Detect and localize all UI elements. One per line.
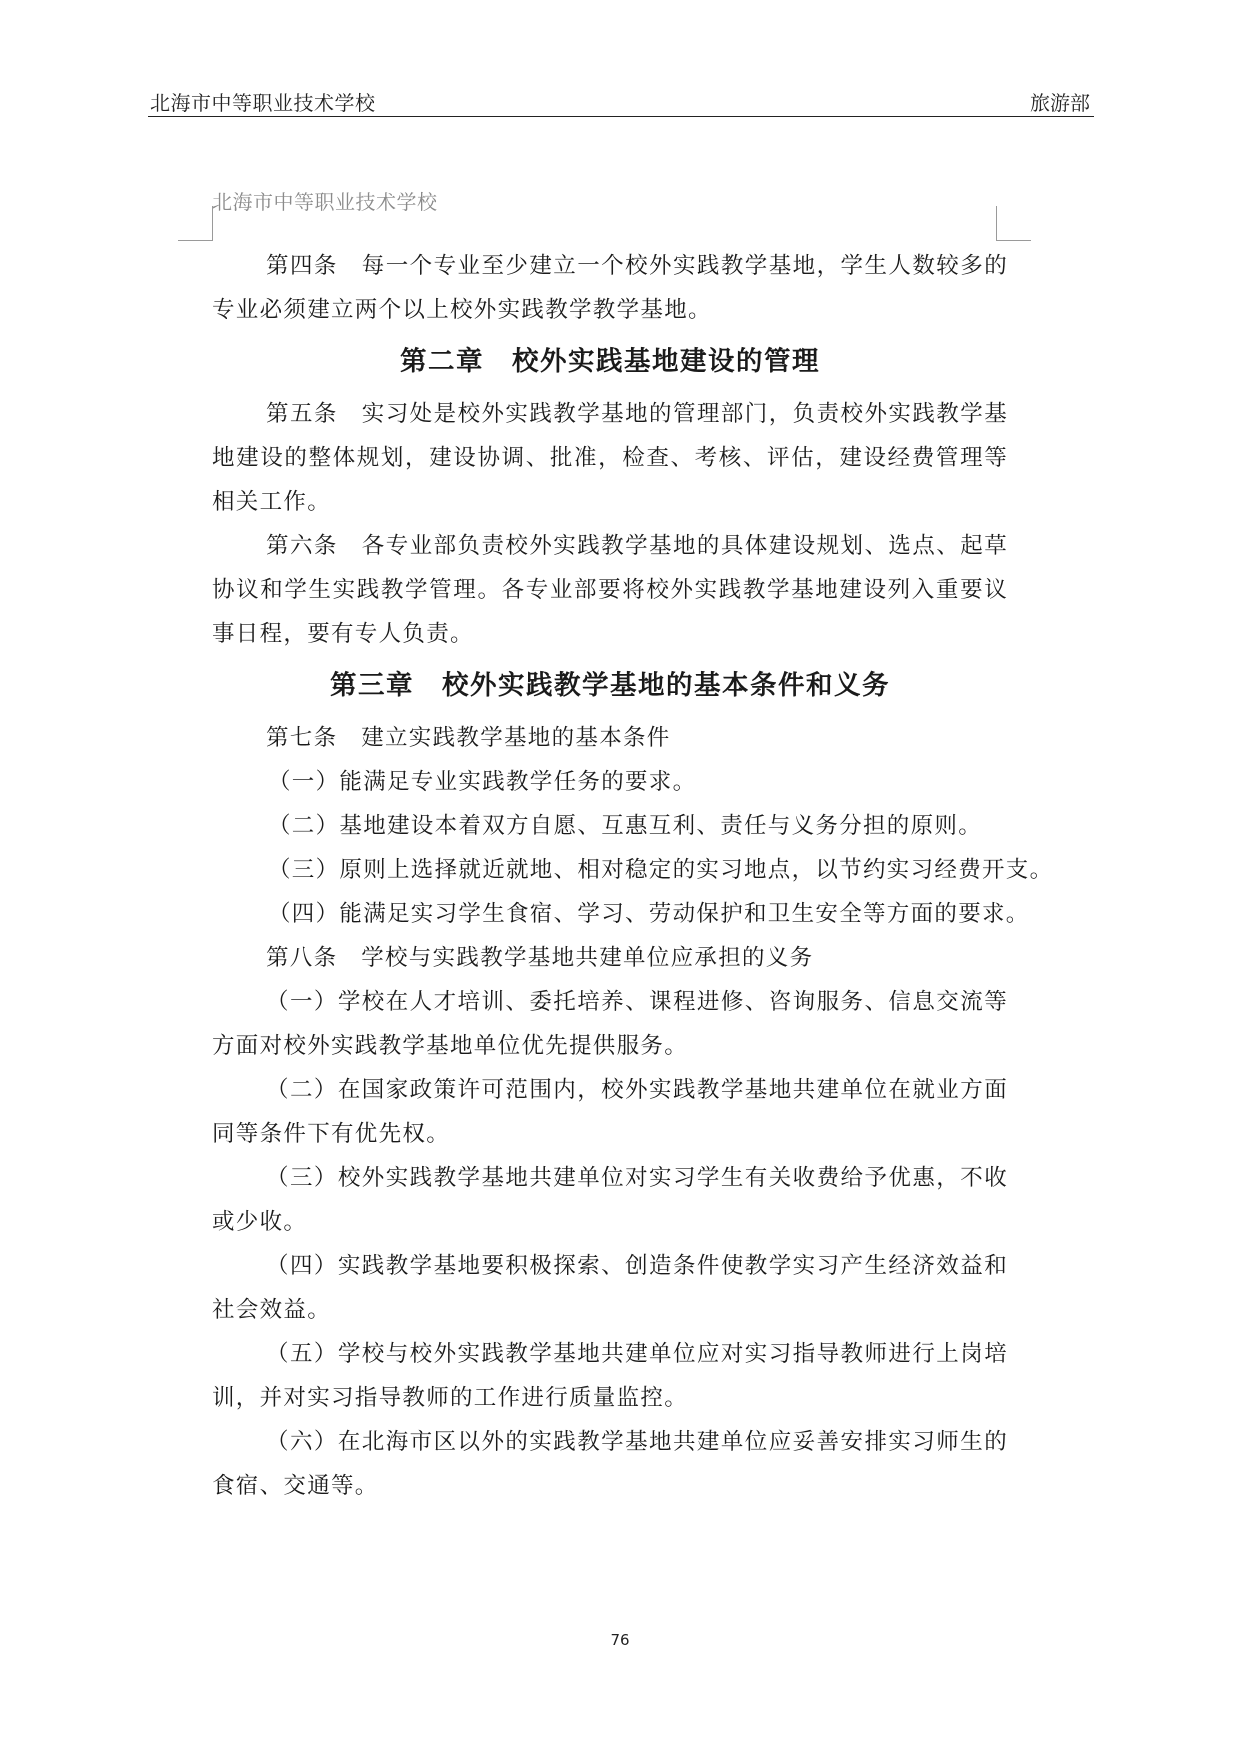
header-department: 旅游部 [1030, 91, 1090, 115]
page-number: 76 [610, 1631, 630, 1649]
article-7-item-2: （二）基地建设本着双方自愿、互惠互利、责任与义务分担的原则。 [268, 813, 983, 839]
article-7-item-3: （三）原则上选择就近就地、相对稳定的实习地点，以节约实习经费开支。 [268, 857, 1054, 883]
header-school-name: 北海市中等职业技术学校 [150, 91, 376, 115]
article-5: 第五条 实习处是校外实践教学基地的管理部门，负责校外实践教学基地建设的整体规划，建设协调、批准，检查、考核、评估，建设经费管理等相关工作。 [212, 401, 1008, 515]
article-7-item-1: （一）能满足专业实践教学任务的要求。 [268, 769, 697, 795]
running-header [148, 84, 1094, 117]
chapter-3-heading: 第三章 校外实践教学基地的基本条件和义务 [330, 670, 890, 701]
article-8-item-6: （六）在北海市区以外的实践教学基地共建单位应妥善安排实习师生的食宿、交通等。 [212, 1429, 1008, 1499]
article-7-item-4: （四）能满足实习学生食宿、学习、劳动保护和卫生安全等方面的要求。 [268, 901, 1030, 927]
crop-mark-left [178, 206, 213, 241]
chapter-2-heading: 第二章 校外实践基地建设的管理 [400, 346, 820, 377]
article-8: 第八条 学校与实践教学基地共建单位应承担的义务 [266, 945, 814, 971]
article-4: 第四条 每一个专业至少建立一个校外实践教学基地，学生人数较多的专业必须建立两个以上校外实践教学教学基地。 [212, 253, 1008, 323]
article-8-item-5: （五）学校与校外实践教学基地共建单位应对实习指导教师进行上岗培训，并对实习指导教师的工作进行质量监控。 [212, 1341, 1008, 1411]
article-8-item-1: （一）学校在人才培训、委托培养、课程进修、咨询服务、信息交流等方面对校外实践教学基地单位优先提供服务。 [212, 989, 1008, 1059]
inner-header-school-name: 北海市中等职业技术学校 [212, 190, 438, 214]
article-8-item-2: （二）在国家政策许可范围内，校外实践教学基地共建单位在就业方面同等条件下有优先权。 [212, 1077, 1008, 1147]
article-8-item-4: （四）实践教学基地要积极探索、创造条件使教学实习产生经济效益和社会效益。 [212, 1253, 1008, 1323]
article-6: 第六条 各专业部负责校外实践教学基地的具体建设规划、选点、起草协议和学生实践教学管理。各专业部要将校外实践教学基地建设列入重要议事日程，要有专人负责。 [212, 533, 1008, 647]
article-8-item-3: （三）校外实践教学基地共建单位对实习学生有关收费给予优惠，不收或少收。 [212, 1165, 1008, 1235]
article-7: 第七条 建立实践教学基地的基本条件 [266, 725, 671, 751]
document-body [212, 244, 1054, 1508]
crop-mark-right [996, 206, 1031, 241]
